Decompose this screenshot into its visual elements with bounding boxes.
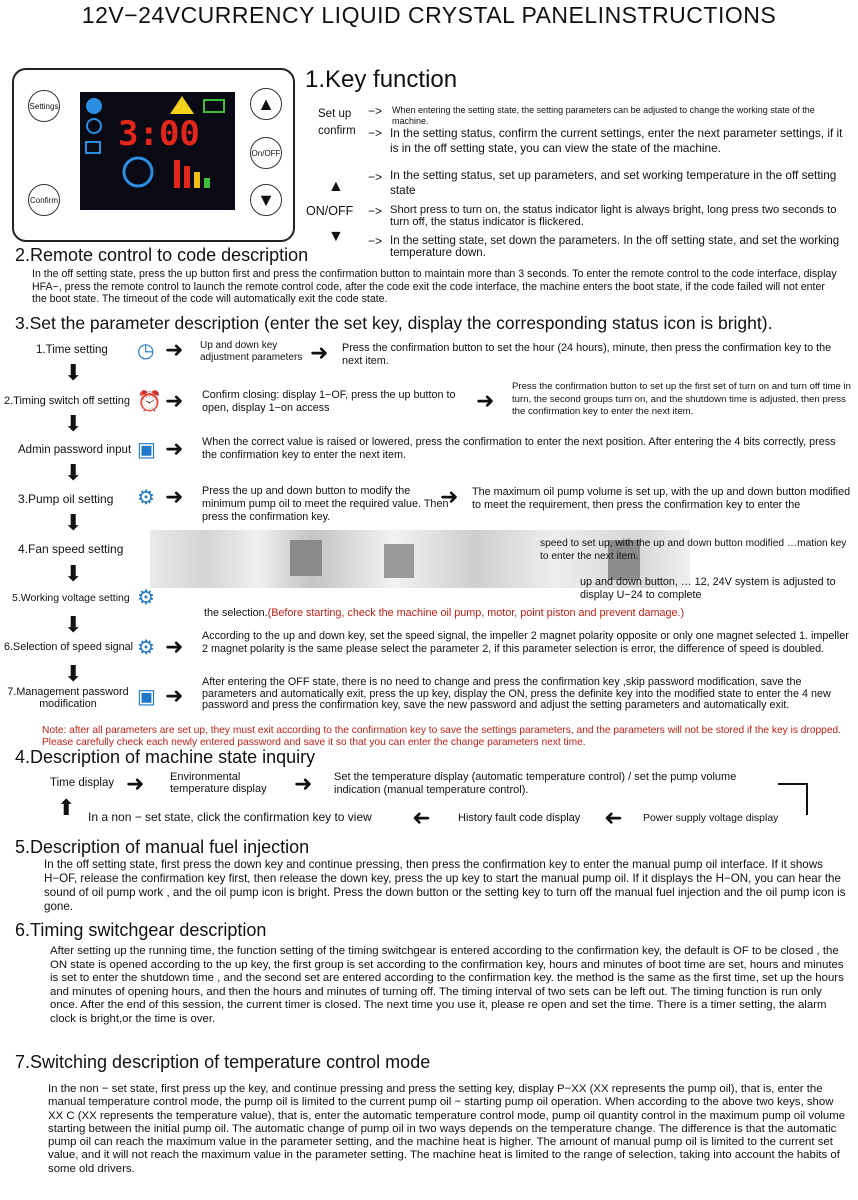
- down-triangle-icon: ▼: [328, 228, 344, 245]
- down-arrow-icon: ⬇: [64, 561, 83, 586]
- key-onoff-desc: Short press to turn on, the status indicator light is always bright, long press two seconds to turn off, the status indicator is flickered.: [390, 204, 837, 228]
- voltage-note-line: the selection.(Before starting, check the machine oil pump, motor, point piston and prevent damage.): [204, 607, 685, 619]
- confirm-button[interactable]: Confirm: [28, 184, 60, 216]
- down-arrow-icon: ⬇: [64, 460, 83, 485]
- param-label: 2.Timing switch off setting: [4, 395, 130, 407]
- clock-icon: ◷: [137, 340, 155, 362]
- set-temp-label: Set the temperature display (automatic temperature control) / set the pump volume indication (manual temperature control).: [334, 771, 737, 796]
- power-label: Power supply voltage display: [643, 812, 779, 824]
- param-step1: Press the up and down button to modify the minimum pump oil to meet the required value. Then press the confirmation key.: [202, 485, 449, 523]
- non-set-label: In a non − set state, click the confirmation key to view: [88, 810, 372, 824]
- gear-icon: [86, 98, 102, 114]
- param-step2: Press the confirmation button to set up the first set of turn on and turn off time in turn, the second groups turn on, and the shutdown time is adjusted, then press the confirmation key to enter the next item.: [512, 381, 851, 417]
- arrow-icon: −>: [368, 126, 383, 140]
- section-6-body: After setting up the running time, the function setting of the timing switchgear is entered according to the confirmation key, the default is OF to be closed , the ON state is opened according to the up key, the first group is set according to the confirmation key, hours and minutes of boot time are set, hours and minutes is set to enter the shutdown time , and the second set are entered according to the confirmation key. the method is the same as the first time, set up the hours and minutes of opening hours, and then the hours and minutes of turning off. The timing interval of two sets can be left out. The timing function is run only once. After the end of this session, the current timer is closed. The next time you use it, please re open and set the time. There is a timer setting, the alarm clock is bright,or the time is over.: [50, 945, 844, 1025]
- key-confirm-desc: In the setting status, confirm the current settings, enter the next parameter settings, if it is in the off setting state, you can view the state of the machine.: [390, 126, 843, 155]
- right-arrow-icon: ➜: [165, 337, 184, 362]
- section-3-heading: 3.Set the parameter description (enter the set key, display the corresponding status icon is bright).: [15, 313, 773, 333]
- section-3-note: Note: after all parameters are set up, they must exit according to the confirmation key to save the settings parameters, and the parameters will not be stored if the key is dropped. Please carefully check each newly entered password and save it so that you can enter the change parameters next time.: [42, 725, 841, 748]
- right-arrow-icon: ➜: [476, 388, 495, 413]
- param-label: 3.Pump oil setting: [18, 492, 114, 506]
- alarm-clock-icon: ⏰: [137, 391, 162, 413]
- lcd-screen: [80, 92, 235, 210]
- lock-icon: ▣: [137, 686, 156, 708]
- param-step2: The maximum oil pump volume is set up, with the up and down button modified to meet the requirement, then press the confirmation key to enter the: [472, 486, 851, 511]
- setup-label: Set up: [318, 108, 352, 120]
- blurred-block: [384, 544, 414, 578]
- arrow-icon: −>: [368, 204, 383, 218]
- right-arrow-icon: ➜: [165, 683, 184, 708]
- settings-button[interactable]: Settings: [28, 90, 60, 122]
- arrow-icon: −>: [368, 104, 383, 118]
- section-7-body: In the non − set state, first press up the key, and continue pressing and press the setting key, display P−XX (XX represents the pump oil), that is, enter the manual temperature control mode, the pump oil is limited to the current pump oil − starting pump oil operation. When according to the above two keys, show XX C (XX represents the temperature value), that is, enter the automatic temperature control mode, pump oil quantity control in the maximum pump oil volume starting between the initial pump oil. The automatic change of pump oil in two ways depends on the temperature change. The difference is that the automatic pump oil can reach the maximum value in the parameter setting, and the machine heat is higher. The amount of manual pump oil is limited to the current set value, and it will not reach the maximum value in the parameter setting. The machine heat is limited to the range of selection, taking into account the habits of some old drivers.: [48, 1083, 846, 1175]
- param-label: 1.Time setting: [36, 344, 108, 356]
- right-arrow-icon: ➜: [165, 388, 184, 413]
- param-step1: up and down button, … 12, 24V system is adjusted to display U−24 to complete: [580, 576, 836, 601]
- gear-icon: ⚙: [137, 637, 155, 659]
- arrow-icon: −>: [368, 234, 383, 248]
- down-arrow-icon: ⬇: [64, 612, 83, 637]
- down-arrow-icon: ⬇: [64, 661, 83, 686]
- down-arrow-icon: ⬇: [64, 411, 83, 436]
- history-label: History fault code display: [458, 812, 581, 824]
- key-setup-desc: When entering the setting state, the setting parameters can be adjusted to change the working state of the machine.: [392, 105, 815, 126]
- param-label: 7.Management password modification: [7, 686, 129, 710]
- up-triangle-icon: ▲: [328, 178, 344, 195]
- up-arrow-icon: ⬆: [57, 795, 76, 820]
- lock-icon: [86, 142, 100, 153]
- section-2-body: In the off setting state, press the up button first and press the confirmation button to maintain more than 3 seconds. To enter the remote control to the code interface, display HFA−, press the remote control to launch the remote control code, after the code exit the code interface, the machine enters the boot state, if the code failed will not enter the boot state. The timeout of the code will automatically exit the code state.: [32, 268, 837, 305]
- onoff-label: ON/OFF: [306, 204, 354, 218]
- key-down-desc: In the setting state, set down the parameters. In the off setting state, and set the working temperature down.: [390, 235, 840, 259]
- param-step1: According to the up and down key, set the speed signal, the impeller 2 magnet polarity opposite or only one magnet selected 1. impeller 2 magnet polarity is the same please select the parameter 2, if this parameter selection is error, the difference of speed is doubled.: [202, 630, 849, 655]
- param-step1: When the correct value is raised or lowered, press the confirmation to enter the next position. After entering the 4 bits correctly, press the confirmation key to enter the next item.: [202, 436, 836, 461]
- param-label: 5.Working voltage setting: [12, 592, 130, 604]
- right-arrow-icon: ➜: [310, 340, 329, 365]
- param-step2: Press the confirmation button to set the hour (24 hours), minute, then press the confirmation key to the next item.: [342, 342, 832, 367]
- right-arrow-icon: ➜: [165, 436, 184, 461]
- right-arrow-icon: ➜: [165, 484, 184, 509]
- down-arrow-icon: ⬇: [64, 360, 83, 385]
- down-button[interactable]: ▼: [250, 184, 282, 216]
- section-2-heading: 2.Remote control to code description: [15, 245, 309, 265]
- connector-line: [778, 783, 808, 815]
- env-temp-label: Environmental temperature display: [170, 771, 267, 795]
- section-5-heading: 5.Description of manual fuel injection: [15, 837, 310, 857]
- section-1-heading: 1.Key function: [305, 66, 458, 93]
- section-4-heading: 4.Description of machine state inquiry: [15, 747, 316, 767]
- confirm-label: confirm: [318, 125, 356, 137]
- time-display-label: Time display: [50, 777, 115, 789]
- arrow-icon: −>: [368, 170, 383, 184]
- section-7-heading: 7.Switching description of temperature control mode: [15, 1052, 431, 1072]
- section-6-heading: 6.Timing switchgear description: [15, 920, 267, 940]
- right-arrow-icon: ➜: [126, 771, 145, 796]
- up-button[interactable]: ▲: [250, 88, 282, 120]
- blurred-block: [290, 540, 322, 576]
- lcd-digits: 3:00: [118, 114, 200, 154]
- left-arrow-icon: ➜: [412, 805, 431, 830]
- down-arrow-icon: ⬇: [64, 510, 83, 535]
- alarm-clock-icon: [87, 119, 101, 133]
- fan-icon: [124, 158, 152, 186]
- param-label: 4.Fan speed setting: [18, 542, 124, 556]
- param-step1: Up and down key adjustment parameters: [200, 340, 303, 363]
- battery-icon: [204, 100, 224, 112]
- param-label: 6.Selection of speed signal: [4, 641, 134, 653]
- right-arrow-icon: ➜: [165, 634, 184, 659]
- right-arrow-icon: ➜: [294, 771, 313, 796]
- param-step1: After entering the OFF state, there is no need to change and press the confirmation key ,skip password modification, save the parameters and automatically exit, press the up key, display the ON, press the definite key into the modified state to enter the 4 new password and press the confirmation key, save the new password and adjust the setting parameters and automatically exit.: [202, 676, 831, 711]
- page-title: 12V−24VCURRENCY LIQUID CRYSTAL PANELINSTRUCTIONS: [81, 2, 777, 28]
- level-bar-icon: [174, 160, 180, 188]
- param-step1: Confirm closing: display 1−OF, press the up button to open, display 1−on access: [202, 389, 456, 414]
- key-up-desc: In the setting status, set up parameters, and set working temperature in the off setting state: [390, 168, 837, 197]
- warning-icon: [170, 96, 194, 114]
- section-5-body: In the off setting state, first press the down key and continue pressing, then press the confirmation key to enter the manual pump oil interface. If it shows H−OF, release the confirmation key first, then release the down key, press the up key to start the manual pump oil. If it displays the H−ON, you can hear the sound of oil pump work , and the oil pump icon is bright. Press the down button or the setting key to turn off the manual fuel injection and the oil pump icon is gone.: [44, 858, 846, 913]
- right-arrow-icon: ➜: [440, 484, 459, 509]
- param-step2: speed to set up, with the up and down button modified …mation key to enter the next item.: [540, 538, 847, 562]
- gear-icon: ⚙: [137, 487, 155, 509]
- gear-icon: ⚙: [137, 587, 155, 609]
- onoff-button[interactable]: On/OFF: [250, 137, 282, 169]
- lock-icon: ▣: [137, 439, 156, 461]
- param-label: Admin password input: [18, 444, 132, 456]
- left-arrow-icon: ➜: [604, 805, 623, 830]
